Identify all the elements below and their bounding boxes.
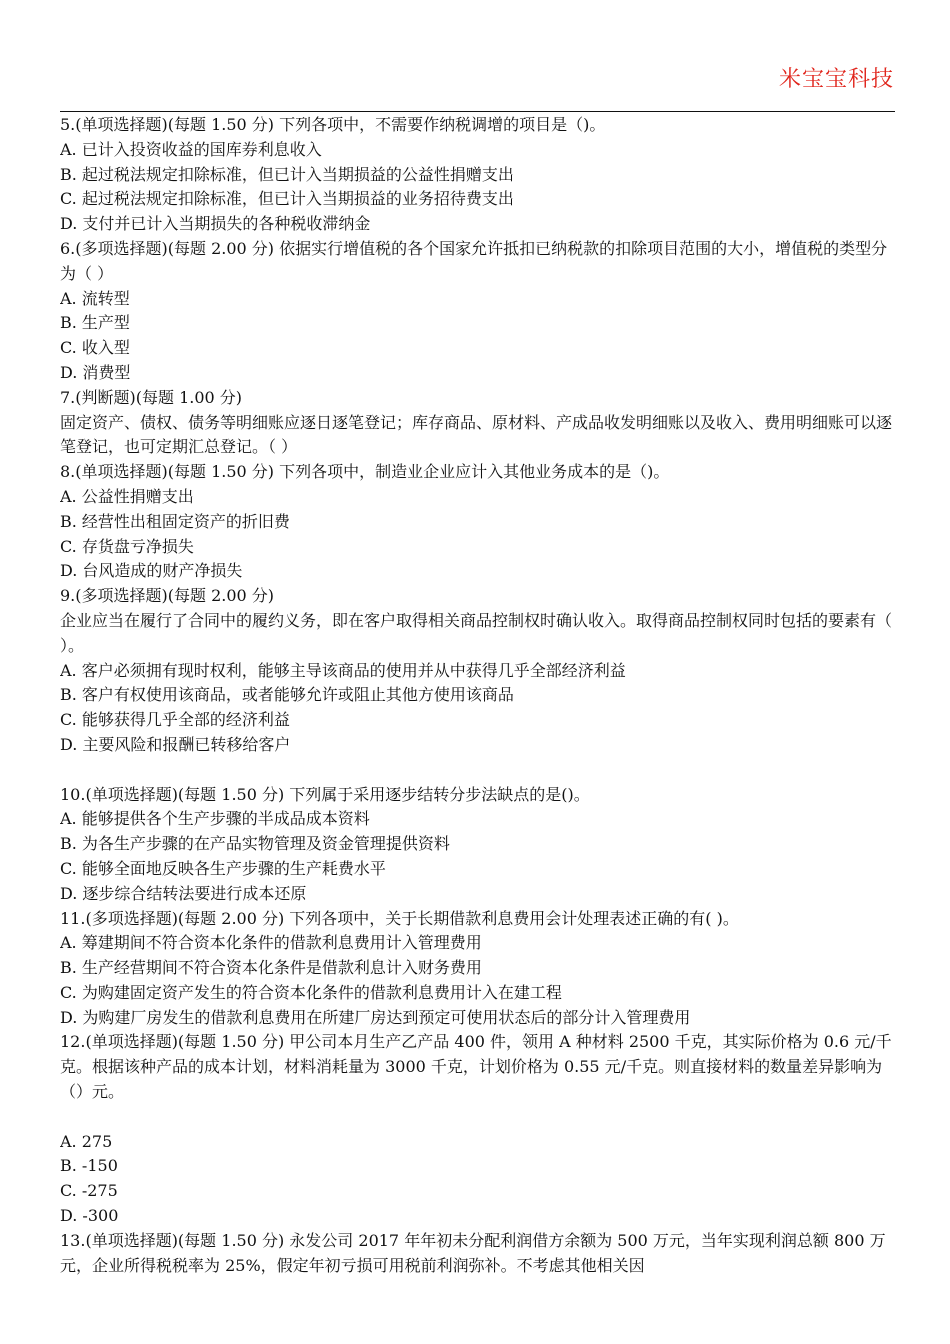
option-d: D. 支付并已计入当期损失的各种税收滞纳金 — [60, 214, 371, 234]
option-c: C. 起过税法规定扣除标准，但已计入当期损益的业务招待费支出 — [60, 189, 514, 209]
option-c: C. 能够全面地反映各生产步骤的生产耗费水平 — [60, 858, 386, 878]
option-b: B. 生产型 — [60, 313, 130, 333]
brand-logo-text: 米宝宝科技 — [778, 67, 894, 92]
question-list — [60, 113, 895, 1278]
question-stem: 10.(单项选择题)(每题 1.50 分) 下列属于采用逐步结转分步法缺点的是()。 — [60, 784, 590, 804]
option-d: D. -300 — [60, 1206, 119, 1226]
question-6 — [60, 237, 895, 386]
question-body: 固定资产、债权、债务等明细账应逐日逐笔登记；库存商品、原材料、产成品收发明细账以及收入、费用明细账可以逐笔登记，也可定期汇总登记。（ ） — [60, 412, 893, 457]
question-8 — [60, 460, 895, 584]
option-a: A. 客户必须拥有现时权利，能够主导该商品的使用并从中获得几乎全部经济利益 — [60, 660, 626, 680]
question-5 — [60, 113, 895, 237]
option-a: A. 流转型 — [60, 288, 130, 308]
option-c: C. 存货盘亏净损失 — [60, 536, 194, 556]
option-c: C. 收入型 — [60, 338, 130, 358]
blank-line — [60, 1105, 895, 1130]
header-divider — [60, 111, 895, 112]
option-c: C. 为购建固定资产发生的符合资本化条件的借款利息费用计入在建工程 — [60, 982, 562, 1002]
option-b: B. -150 — [60, 1156, 118, 1176]
option-b: B. 经营性出租固定资产的折旧费 — [60, 511, 290, 531]
option-a: A. 筹建期间不符合资本化条件的借款利息费用计入管理费用 — [60, 933, 482, 953]
blank-line — [60, 758, 895, 783]
option-a: A. 公益性捐赠支出 — [60, 486, 194, 506]
option-c: C. -275 — [60, 1181, 118, 1201]
question-10 — [60, 783, 895, 907]
option-d: D. 为购建厂房发生的借款利息费用在所建厂房达到预定可使用状态后的部分计入管理费用 — [60, 1007, 691, 1027]
option-b: B. 起过税法规定扣除标准，但已计入当期损益的公益性捐赠支出 — [60, 164, 514, 184]
question-stem: 13.(单项选择题)(每题 1.50 分) 永发公司 2017 年年初未分配利润借方余额为 500 万元，当年实现利润总额 800 万元，企业所得税税率为 25%，假定年初亏损可用税前利润弥补。不考虑其他相关因 — [60, 1230, 886, 1275]
question-stem: 5.(单项选择题)(每题 1.50 分) 下列各项中，不需要作纳税调增的项目是（)。 — [60, 115, 606, 134]
question-body: 企业应当在履行了合同中的履约义务，即在客户取得相关商品控制权时确认收入。取得商品控制权同时包括的要素有（ ）。 — [60, 610, 893, 655]
question-stem: 8.(单项选择题)(每题 1.50 分) 下列各项中，制造业企业应计入其他业务成本的是（)。 — [60, 462, 670, 482]
question-13 — [60, 1229, 895, 1279]
question-stem: 12.(单项选择题)(每题 1.50 分) 甲公司本月生产乙产品 400 件，领用 A 种材料 2500 千克，其实际价格为 0.6 元/千克。根据该种产品的成本计划，材料消耗量为 3000 千克，计划价格为 0.55 元/千克。则直接材料的数量差异影响为（）元。 — [60, 1032, 892, 1102]
option-d: D. 逐步综合结转法要进行成本还原 — [60, 883, 307, 903]
question-stem: 7.(判断题)(每题 1.00 分) — [60, 387, 243, 407]
option-b: B. 生产经营期间不符合资本化条件是借款利息计入财务费用 — [60, 958, 482, 978]
question-9 — [60, 584, 895, 758]
question-11 — [60, 907, 895, 1031]
question-stem: 11.(多项选择题)(每题 2.00 分) 下列各项中，关于长期借款利息费用会计处理表述正确的有( )。 — [60, 908, 739, 928]
option-a: A. 已计入投资收益的国库券利息收入 — [60, 139, 322, 159]
option-a: A. 275 — [60, 1131, 113, 1151]
question-7 — [60, 386, 895, 460]
question-stem: 9.(多项选择题)(每题 2.00 分) — [60, 586, 275, 606]
option-b: B. 为各生产步骤的在产品实物管理及资金管理提供资料 — [60, 834, 450, 854]
question-12 — [60, 1030, 895, 1228]
option-d: D. 主要风险和报酬已转移给客户 — [60, 734, 291, 754]
option-d: D. 消费型 — [60, 362, 131, 382]
option-a: A. 能够提供各个生产步骤的半成品成本资料 — [60, 809, 370, 829]
question-stem: 6.(多项选择题)(每题 2.00 分) 依据实行增值税的各个国家允许抵扣已纳税款的扣除项目范围的大小，增值税的类型分为（ ） — [60, 238, 888, 283]
option-d: D. 台风造成的财产净损失 — [60, 561, 243, 581]
option-b: B. 客户有权使用该商品，或者能够允许或阻止其他方使用该商品 — [60, 685, 514, 705]
option-c: C. 能够获得几乎全部的经济利益 — [60, 710, 290, 730]
